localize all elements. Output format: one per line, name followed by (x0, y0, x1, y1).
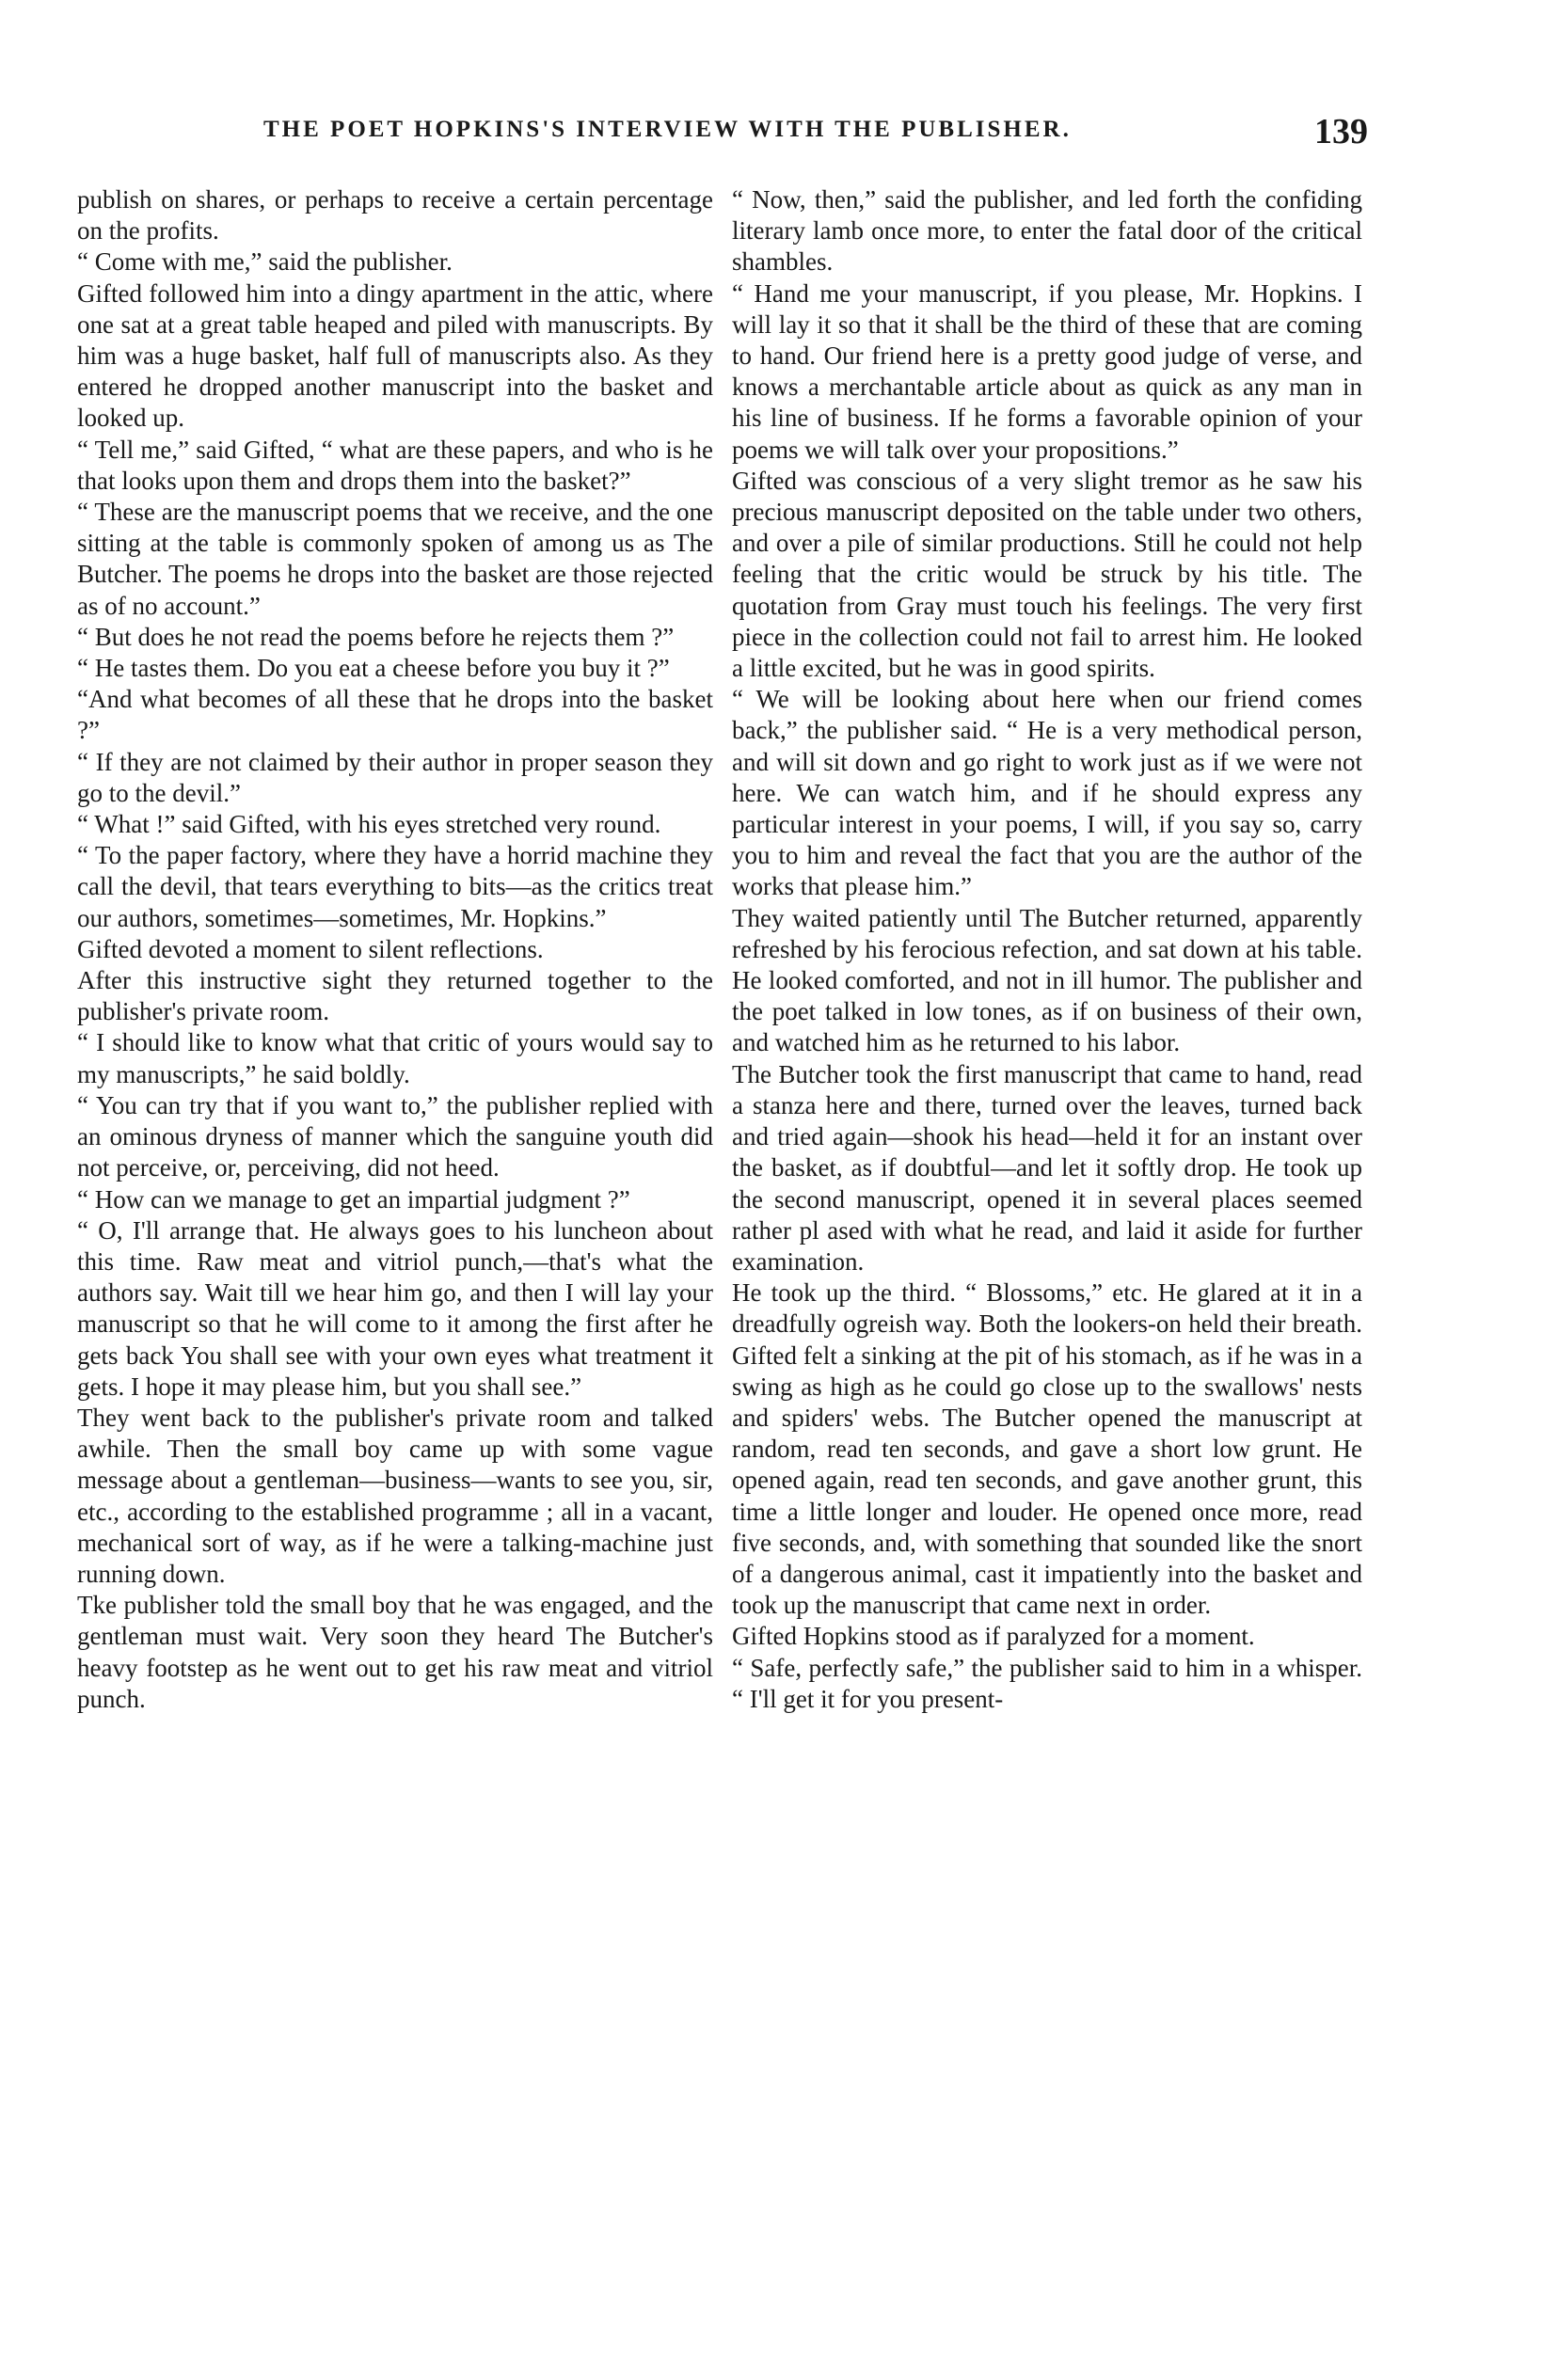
left-column (77, 184, 713, 1715)
paragraph: Gifted devoted a moment to silent reflections. (77, 934, 544, 963)
paragraph: They went back to the publisher's private room and talked awhile. Then the small boy came up with some vague message about a gentleman—business—wants to see you, sir, etc., according to the established programme ; all in a vacant, mechanical sort of way, as if he were a talking-machine just running down. (77, 1403, 713, 1588)
paragraph: Gifted was conscious of a very slight tremor as he saw his precious manuscript deposited on the table under two others, and over a pile of similar productions. Still he could not help feeling that the critic would be struck by his title. The quotation from Gray must touch his feelings. The very first piece in the collection could not fail to arrest him. He looked a little excited, but he was in good spirits. (732, 466, 1362, 683)
paragraph: “ We will be looking about here when our friend comes back,” the publisher said. “ He is a very methodical person, and will sit down and go right to work just as if we were not here. We can watch him, and if he should express any particular interest in your poems, I will, if you say so, carry you to him and reveal the fact that you are the author of the works that please him.” (732, 685, 1362, 901)
paragraph: “ I should like to know what that critic of yours would say to my manuscripts,” he said boldly. (77, 1028, 713, 1088)
paragraph: “ You can try that if you want to,” the publisher replied with an ominous dryness of manner which the sanguine youth did not perceive, or, perceiving, did not heed. (77, 1090, 713, 1182)
paragraph: “ Now, then,” said the publisher, and led forth the confiding literary lamb once more, to enter the fatal door of the critical shambles. (732, 185, 1362, 277)
paragraph: “ But does he not read the poems before he rejects them ?” (77, 622, 675, 651)
right-column (732, 184, 1362, 1715)
paragraph: “ If they are not claimed by their author in proper season they go to the devil.” (77, 747, 713, 807)
paragraph: “ To the paper factory, where they have a horrid machine they call the devil, that tears everything to bits—as the critics treat our authors, sometimes—sometimes, Mr. Hopkins.” (77, 841, 713, 932)
paragraph: After this instructive sight they returned together to the publisher's private room. (77, 966, 713, 1026)
paragraph: publish on shares, or perhaps to receive a certain percentage on the profits. (77, 185, 713, 246)
paragraph: “And what becomes of all these that he drops into the basket ?” (77, 685, 713, 745)
paragraph: “ How can we manage to get an impartial judgment ?” (77, 1184, 630, 1214)
paragraph: “ O, I'll arrange that. He always goes to his luncheon about this time. Raw meat and vitriol punch,—that's what the authors say. Wait till we hear him go, and then I will lay your manuscript so that he will come to it among the first after he gets back You shall see with your own eyes what treatment it gets. I hope it may please him, but you shall see.” (77, 1215, 713, 1401)
paragraph: Gifted Hopkins stood as if paralyzed for a moment. (732, 1622, 1255, 1651)
page-header (263, 111, 1368, 149)
paragraph: “ These are the manuscript poems that we receive, and the one sitting at the table is commonly spoken of among us as The Butcher. The poems he drops into the basket are those rejected as of no account.” (77, 498, 713, 620)
paragraph: “ What !” said Gifted, with his eyes stretched very round. (77, 810, 661, 839)
paragraph: “ Come with me,” said the publisher. (77, 247, 453, 277)
column-divider (724, 179, 725, 2286)
paragraph: “ Hand me your manuscript, if you please, Mr. Hopkins. I will lay it so that it shall be the third of these that are coming to hand. Our friend here is a pretty good judge of verse, and knows a merchantable article about as quick as any man in his line of business. If he forms a favorable opinion of your poems we will talk over your propositions.” (732, 278, 1362, 464)
paragraph: “ Tell me,” said Gifted, “ what are these papers, and who is he that looks upon them and drops them into the basket?” (77, 435, 713, 495)
paragraph: Gifted followed him into a dingy apartment in the attic, where one sat at a great table heaped and piled with manuscripts. By him was a huge basket, half full of manuscripts also. As they entered he dropped another manuscript into the basket and looked up. (77, 278, 713, 433)
paragraph: He took up the third. “ Blossoms,” etc. He glared at it in a dreadfully ogreish way. Both the lookers-on held their breath. Gifted felt a sinking at the pit of his stomach, as if he was in a swing as high as he could go close up to the swallows' nests and spiders' webs. The Butcher opened the manuscript at random, read ten seconds, and gave a short low grunt. He opened again, read ten seconds, and gave another grunt, this time a little longer and louder. He opened once more, read five seconds, and, with something that sounded like the snort of a dangerous animal, cast it impatiently into the basket and took up the manuscript that came next in order. (732, 1278, 1362, 1620)
paragraph: They waited patiently until The Butcher returned, apparently refreshed by his ferocious refection, and sat down at his table. He looked comforted, and not in ill humor. The publisher and the poet talked in low tones, as if on business of their own, and watched him as he returned to his labor. (732, 903, 1362, 1057)
paragraph: Tke publisher told the small boy that he was engaged, and the gentleman must wait. Very soon they heard The Butcher's heavy footstep as he went out to get his raw meat and vitriol punch. (77, 1591, 713, 1713)
paragraph: The Butcher took the first manuscript that came to hand, read a stanza here and there, turned over the leaves, turned back and tried again—shook his head—held it for an instant over the basket, as if doubtful—and let it softly drop. He took up the second manuscript, opened it in several places seemed rather pl ased with what he read, and laid it aside for further examination. (732, 1059, 1362, 1276)
paragraph: “ He tastes them. Do you eat a cheese before you buy it ?” (77, 654, 670, 683)
paragraph: “ Safe, perfectly safe,” the publisher said to him in a whisper. “ I'll get it for you present- (732, 1653, 1362, 1713)
page-number: 139 (1314, 112, 1368, 151)
running-title: THE POET HOPKINS'S INTERVIEW WITH THE PUBLISHER. (263, 117, 1072, 142)
